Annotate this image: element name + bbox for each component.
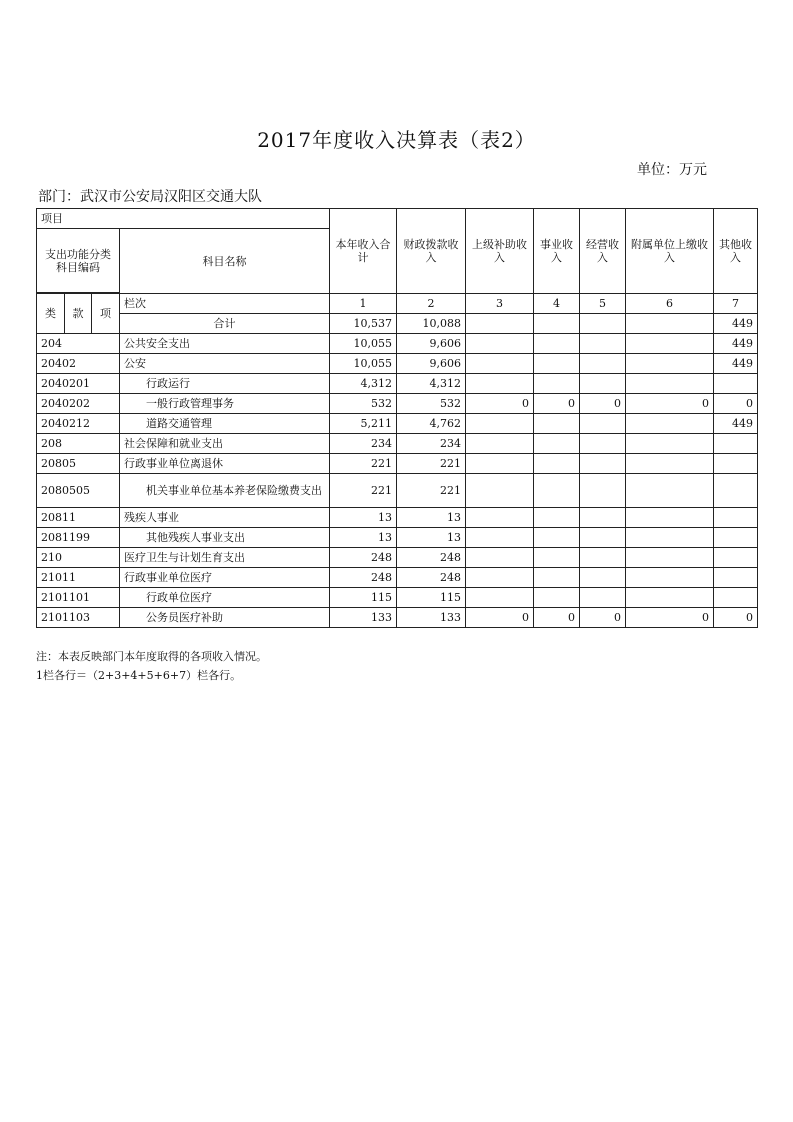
row-value: [466, 588, 534, 608]
row-value: [714, 588, 758, 608]
row-value: 13: [330, 508, 397, 528]
row-value: 449: [714, 354, 758, 374]
page-title: 2017年度收入决算表（表2）: [257, 128, 536, 152]
table-row: [37, 414, 758, 434]
total-value: 449: [714, 314, 758, 334]
total-label: 合计: [120, 314, 330, 334]
row-value: [534, 568, 580, 588]
row-value: [466, 568, 534, 588]
header-project: 项目: [37, 209, 330, 229]
row-value: 9,606: [397, 354, 466, 374]
row-value: [714, 474, 758, 508]
row-value: 248: [330, 548, 397, 568]
row-value: 133: [330, 608, 397, 628]
row-code: 204: [37, 334, 120, 354]
row-subject-name: 公共安全支出: [120, 334, 330, 354]
row-value: 13: [330, 528, 397, 548]
col-num: 4: [534, 294, 580, 314]
row-code: 2040201: [37, 374, 120, 394]
row-value: [534, 588, 580, 608]
row-subject-name: 行政事业单位医疗: [120, 568, 330, 588]
row-value: [626, 588, 714, 608]
row-value: [580, 374, 626, 394]
row-value: [534, 474, 580, 508]
row-value: [626, 474, 714, 508]
row-value: 4,762: [397, 414, 466, 434]
department-label: 部门：武汉市公安局汉阳区交通大队: [38, 189, 262, 205]
row-value: 13: [397, 508, 466, 528]
row-value: 0: [626, 394, 714, 414]
row-code: 20811: [37, 508, 120, 528]
row-value: [534, 454, 580, 474]
row-value: 5,211: [330, 414, 397, 434]
row-subject-name: 公务员医疗补助: [120, 608, 330, 628]
row-subject-name: 道路交通管理: [120, 414, 330, 434]
col-num: 2: [397, 294, 466, 314]
row-value: [626, 414, 714, 434]
table-row: [37, 568, 758, 588]
table-row: [37, 354, 758, 374]
row-value: 115: [330, 588, 397, 608]
row-value: [580, 528, 626, 548]
row-value: [466, 528, 534, 548]
row-value: [714, 508, 758, 528]
row-value: 9,606: [397, 334, 466, 354]
row-code: 2101103: [37, 608, 120, 628]
row-value: 248: [330, 568, 397, 588]
row-value: [580, 568, 626, 588]
row-code: 21011: [37, 568, 120, 588]
row-value: [580, 474, 626, 508]
row-value: [626, 508, 714, 528]
row-code: 2040212: [37, 414, 120, 434]
col-num: 7: [714, 294, 758, 314]
col-num: 3: [466, 294, 534, 314]
table-row: [37, 394, 758, 414]
total-value: [534, 314, 580, 334]
notes: [36, 647, 267, 685]
row-value: [466, 474, 534, 508]
row-value: [714, 434, 758, 454]
row-value: [580, 414, 626, 434]
row-value: [714, 548, 758, 568]
row-value: [466, 334, 534, 354]
row-value: 10,055: [330, 334, 397, 354]
row-value: [466, 548, 534, 568]
row-value: [580, 434, 626, 454]
row-value: [466, 414, 534, 434]
row-value: [626, 454, 714, 474]
row-value: 221: [330, 454, 397, 474]
col-num: 5: [580, 294, 626, 314]
header-col6: 附属单位上缴收入: [626, 209, 714, 294]
table-row: [37, 608, 758, 628]
row-value: [534, 548, 580, 568]
header-col4: 事业收入: [534, 209, 580, 294]
row-value: [466, 508, 534, 528]
row-code: 20805: [37, 454, 120, 474]
header-lei: 类: [37, 294, 65, 334]
total-value: 10,088: [397, 314, 466, 334]
header-col5: 经营收入: [580, 209, 626, 294]
row-value: [580, 334, 626, 354]
row-value: 0: [580, 608, 626, 628]
row-subject-name: 行政单位医疗: [120, 588, 330, 608]
row-value: [466, 374, 534, 394]
row-value: [626, 548, 714, 568]
row-value: [626, 568, 714, 588]
total-row: [37, 314, 758, 334]
header-kuan: 款: [65, 294, 92, 334]
row-value: [534, 354, 580, 374]
row-value: 0: [534, 394, 580, 414]
row-subject-name: 一般行政管理事务: [120, 394, 330, 414]
row-value: [626, 374, 714, 394]
row-value: 248: [397, 568, 466, 588]
row-value: 0: [626, 608, 714, 628]
note-line: 注：本表反映部门本年度取得的各项收入情况。: [36, 650, 267, 663]
table-row: [37, 374, 758, 394]
row-value: [534, 414, 580, 434]
total-value: [626, 314, 714, 334]
header-xiang: 项: [92, 294, 120, 334]
row-value: 0: [466, 394, 534, 414]
unit-label: 单位：万元: [637, 162, 707, 178]
row-subject-name: 其他残疾人事业支出: [120, 528, 330, 548]
header-col7: 其他收入: [714, 209, 758, 294]
row-subject-name: 行政事业单位离退休: [120, 454, 330, 474]
header-subject-name: 科目名称: [120, 229, 330, 294]
row-value: [626, 528, 714, 548]
row-value: [714, 454, 758, 474]
row-subject-name: 行政运行: [120, 374, 330, 394]
row-value: 13: [397, 528, 466, 548]
row-code: 2080505: [37, 474, 120, 508]
col-num: 1: [330, 294, 397, 314]
total-value: [580, 314, 626, 334]
col-num: 6: [626, 294, 714, 314]
row-subject-name: 医疗卫生与计划生育支出: [120, 548, 330, 568]
table-row: [37, 454, 758, 474]
row-value: [580, 354, 626, 374]
row-value: [580, 548, 626, 568]
row-subject-name: 机关事业单位基本养老保险缴费支出: [120, 474, 330, 508]
row-value: [714, 568, 758, 588]
row-subject-name: 公安: [120, 354, 330, 374]
table-row: [37, 474, 758, 508]
row-value: 532: [397, 394, 466, 414]
row-subject-name: 社会保障和就业支出: [120, 434, 330, 454]
row-code: 20402: [37, 354, 120, 374]
row-value: 0: [714, 608, 758, 628]
header-col1: 本年收入合计: [330, 209, 397, 294]
row-code: 210: [37, 548, 120, 568]
table-row: [37, 548, 758, 568]
row-value: [714, 528, 758, 548]
table-row: [37, 508, 758, 528]
total-value: [466, 314, 534, 334]
row-value: [466, 434, 534, 454]
header-lanci: 栏次: [120, 294, 330, 314]
row-value: 115: [397, 588, 466, 608]
note-line: 1栏各行＝（2+3+4+5+6+7）栏各行。: [36, 669, 242, 682]
row-value: [580, 588, 626, 608]
row-value: 0: [580, 394, 626, 414]
row-value: 10,055: [330, 354, 397, 374]
row-value: [714, 374, 758, 394]
row-value: 221: [397, 474, 466, 508]
row-value: 221: [330, 474, 397, 508]
row-value: [580, 508, 626, 528]
row-value: 248: [397, 548, 466, 568]
row-value: 449: [714, 334, 758, 354]
header-col3: 上级补助收入: [466, 209, 534, 294]
table-row: [37, 434, 758, 454]
row-value: 0: [714, 394, 758, 414]
row-value: [534, 528, 580, 548]
row-value: 0: [466, 608, 534, 628]
header-func-code: 支出功能分类科目编码: [37, 229, 120, 293]
row-value: 133: [397, 608, 466, 628]
row-value: 0: [534, 608, 580, 628]
row-value: [466, 454, 534, 474]
row-value: 4,312: [397, 374, 466, 394]
row-value: [534, 374, 580, 394]
row-value: 234: [397, 434, 466, 454]
header-col2: 财政拨款收入: [397, 209, 466, 294]
row-value: [580, 454, 626, 474]
table-row: [37, 334, 758, 354]
row-code: 2040202: [37, 394, 120, 414]
row-value: [626, 434, 714, 454]
row-value: 532: [330, 394, 397, 414]
table-row: [37, 588, 758, 608]
row-value: 234: [330, 434, 397, 454]
row-value: [626, 354, 714, 374]
row-subject-name: 残疾人事业: [120, 508, 330, 528]
row-code: 2081199: [37, 528, 120, 548]
row-value: [534, 434, 580, 454]
row-value: [534, 508, 580, 528]
row-value: 449: [714, 414, 758, 434]
total-value: 10,537: [330, 314, 397, 334]
row-value: [534, 334, 580, 354]
row-value: 4,312: [330, 374, 397, 394]
row-value: [466, 354, 534, 374]
row-value: [626, 334, 714, 354]
row-code: 208: [37, 434, 120, 454]
row-value: 221: [397, 454, 466, 474]
row-code: 2101101: [37, 588, 120, 608]
income-table: [36, 208, 758, 628]
table-row: [37, 528, 758, 548]
